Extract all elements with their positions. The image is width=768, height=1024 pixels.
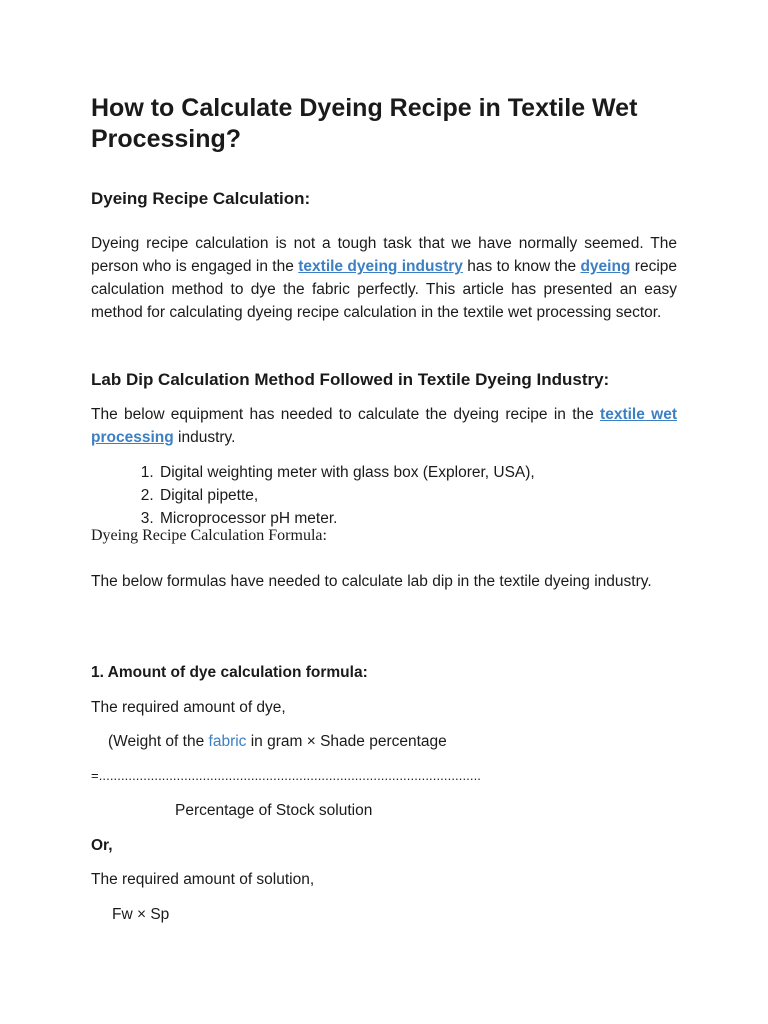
article-title: How to Calculate Dyeing Recipe in Textile Wet Processing?	[91, 94, 638, 153]
list-item: 1. Digital weighting meter with glass box (Explorer, USA),	[158, 461, 698, 484]
fw-sp-formula: Fw × Sp	[112, 906, 170, 923]
intro-text-1: Dyeing recipe calculation is not a tough task that we have normally seemed. The person who is engaged in the	[91, 235, 677, 275]
numerator-text-2: in gram × Shade percentage	[246, 733, 447, 750]
numerator-text-1: (Weight of the	[108, 733, 209, 750]
intro-text-2: has to know the	[462, 258, 581, 275]
link-textile-dyeing-industry[interactable]: textile dyeing industry	[298, 258, 463, 275]
intro-text-3: recipe calculation method to dye the fabric perfectly. This article has presented an easy method for calculating dyeing recipe calculation in the textile wet processing sector.	[91, 258, 677, 321]
equipment-intro-paragraph	[91, 403, 677, 449]
link-dyeing[interactable]: dyeing	[580, 258, 631, 275]
intro-paragraph	[91, 232, 677, 324]
formula-heading: Dyeing Recipe Calculation Formula:	[91, 527, 327, 544]
section-heading-recipe-calculation: Dyeing Recipe Calculation:	[91, 189, 311, 208]
formula-numerator	[108, 733, 447, 751]
list-item: 3. Microprocessor pH meter.	[158, 507, 698, 530]
equipment-list	[113, 461, 698, 530]
link-fabric[interactable]: fabric	[208, 733, 247, 750]
formula-denominator: Percentage of Stock solution	[175, 802, 373, 819]
formula-divider: =.......................................................................................................	[91, 768, 482, 783]
or-label: Or,	[91, 837, 113, 854]
list-item: 2. Digital pipette,	[158, 484, 698, 507]
required-dye-label: The required amount of dye,	[91, 699, 286, 716]
required-solution-label: The required amount of solution,	[91, 871, 315, 888]
formula-intro-paragraph: The below formulas have needed to calculate lab dip in the textile dyeing industry.	[91, 573, 652, 590]
formula1-heading: 1. Amount of dye calculation formula:	[91, 664, 368, 681]
equipment-intro-text-1: The below equipment has needed to calculate the dyeing recipe in the	[91, 406, 601, 423]
equipment-intro-text-2: industry.	[173, 429, 236, 446]
link-textile-wet-processing[interactable]: textile wet processing	[91, 406, 677, 446]
section-heading-lab-dip: Lab Dip Calculation Method Followed in Textile Dyeing Industry:	[91, 370, 610, 389]
